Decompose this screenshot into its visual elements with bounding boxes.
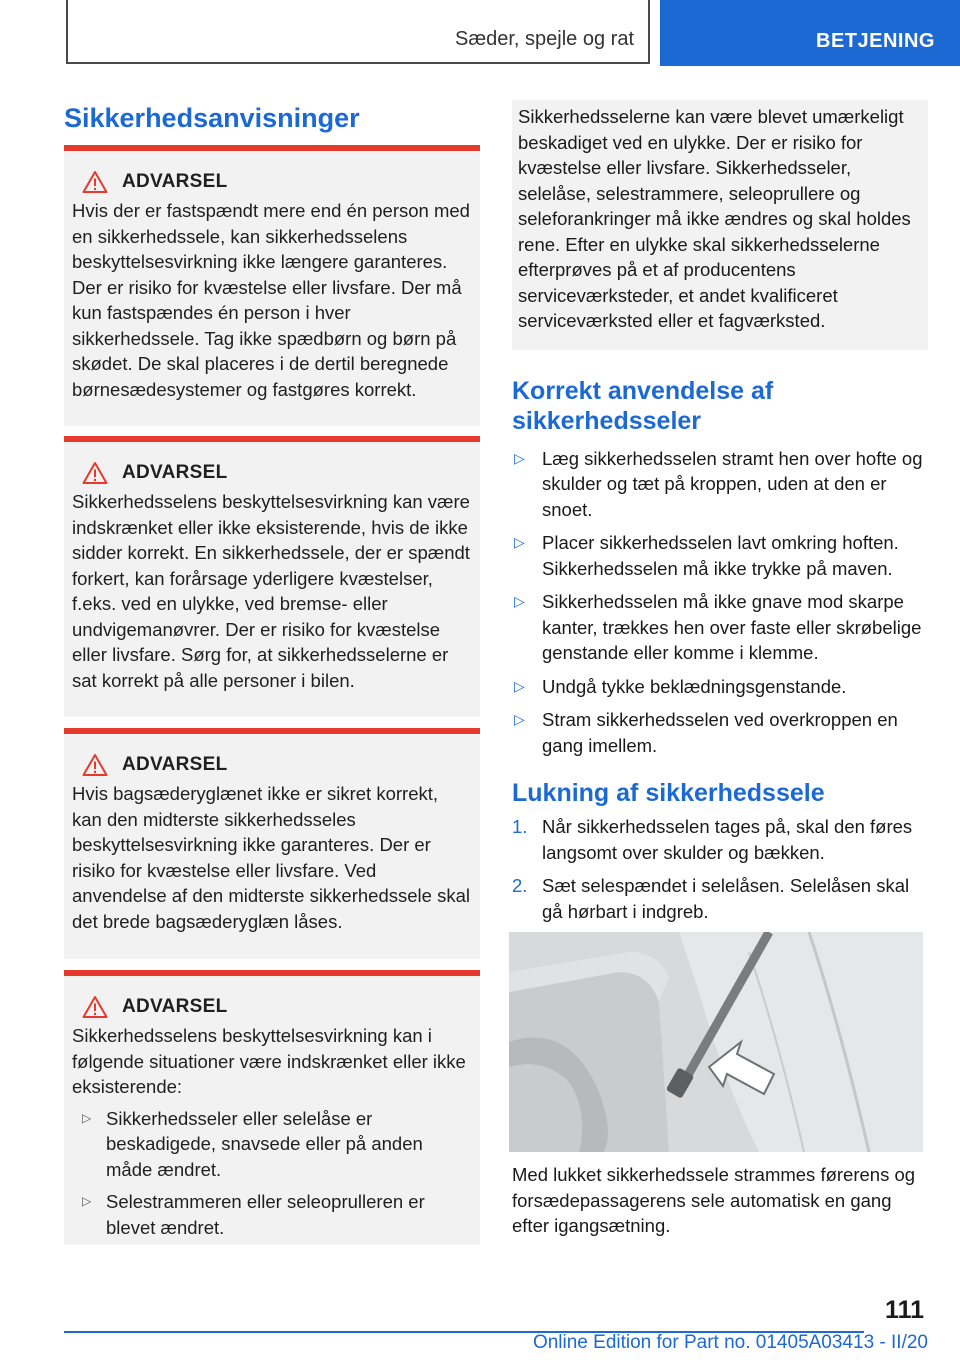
- list-item: ▷ Stram sikkerhedsselen ved overkroppen en gang imellem.: [514, 709, 898, 756]
- warning-triangle-icon: [82, 170, 108, 194]
- warning-box-2: [64, 436, 480, 717]
- seat-buckle-image: [509, 932, 923, 1152]
- figure-caption: Med lukket sikkerhedssele strammes førerens og forsædepassagerens sele automatisk en gang efter igangsætning.: [512, 1164, 916, 1236]
- edition-note: Online Edition for Part no. 01405A03413 - II/20: [532, 1332, 928, 1353]
- closing-steps: [512, 814, 928, 924]
- seatbelt-illustration: [509, 932, 923, 1152]
- warning-text: Sikkerhedsselens beskyttelsesvirkning kan være indskrænket eller ikke eksisterende, hvis de ikke sidder korrekt. En sikkerhedssele, der er spændt forkert, kan forårsage yderligere kvæstelser, f.eks. ved en ulykke, ved bremse- eller undvigemanøvrer. Der er risiko for kvæstelse eller livsfare. Sørg for, at sikkerhedsselerne er sat korrekt på alle personer i bilen.: [72, 491, 470, 691]
- warning-triangle-icon: [82, 461, 108, 485]
- triangle-bullet-icon: ▷: [82, 1194, 92, 1208]
- section-label: BETJENING: [816, 30, 935, 52]
- triangle-bullet-icon: ▷: [514, 593, 525, 609]
- triangle-bullet-icon: ▷: [514, 711, 525, 727]
- list-item: ▷ Selestrammeren eller seleoprulleren er blevet ændret.: [82, 1191, 425, 1238]
- warning-triangle-icon: [82, 753, 108, 777]
- section-tab: [660, 0, 960, 66]
- right-column: [512, 100, 928, 932]
- list-item: 1. Når sikkerhedsselen tages på, skal den føres langsomt over skulder og bækken.: [512, 816, 913, 863]
- list-item: ▷ Undgå tykke beklædningsgenstande.: [512, 674, 928, 700]
- warning-box-4: [64, 970, 480, 1245]
- warning-label: ADVARSEL: [122, 462, 228, 484]
- left-column: [64, 100, 480, 1238]
- page-number: 111: [885, 1296, 924, 1324]
- triangle-bullet-icon: ▷: [82, 1110, 92, 1125]
- section-heading-usage: Korrekt anvendelse af sikkerhedsseler: [512, 376, 774, 435]
- list-item: 2. Sæt selespændet i selelåsen. Selelåsen skal gå hørbart i indgreb.: [512, 875, 910, 922]
- chapter-title: Sæder, spejle og rat: [455, 28, 634, 50]
- list-item: ▷ Læg sikkerhedsselen stramt hen over hofte og skulder og tæt på kroppen, uden at den er snoet.: [514, 447, 923, 520]
- list-item: ▷ Sikkerhedsseler eller selelåse er beskadigede, snavsede eller på anden måde ændret.: [82, 1107, 423, 1180]
- triangle-bullet-icon: ▷: [514, 534, 525, 550]
- warning-box-3: [64, 728, 480, 959]
- warning-text: Hvis der er fastspændt mere end én person med en sikkerhedssele, kan sikkerhedsselens beskyttelsesvirkning ikke længere garanteres. Der er risiko for kvæstelse eller livsfare. Der må kun fastspændes én person i hver sikkerhedssele. Tag ikke spædbørn og børn på skødet. De skal placeres i de dertil beregnede børnesædesystemer og fastgøres korrekt.: [72, 200, 470, 400]
- list-item: ▷ Sikkerhedsselen må ikke gnave mod skarpe kanter, trækkes hen over faste eller skrøbelige genstande eller komme i klemme.: [514, 591, 922, 663]
- page-title: Sikkerhedsanvisninger: [64, 103, 360, 133]
- triangle-bullet-icon: ▷: [514, 449, 525, 466]
- section-heading-closing: Lukning af sikkerhedssele: [512, 779, 825, 807]
- warning-box-1: [64, 145, 480, 426]
- usage-list: [512, 446, 928, 759]
- warning-label: ADVARSEL: [122, 754, 228, 776]
- header-frame: [66, 0, 650, 64]
- warning-label: ADVARSEL: [122, 996, 228, 1018]
- list-item: ▷ Placer sikkerhedsselen lavt omkring hoften. Sikkerhedsselen må ikke trykke på maven.: [514, 532, 899, 579]
- warning-triangle-icon: [82, 995, 108, 1019]
- warning-continuation: Sikkerhedsselerne kan være blevet umærkeligt beskadiget ved en ulykke. Der er risiko for kvæstelse eller livsfare. Sikkerhedsseler, selelåse, selestrammere, seleoprullere og seleforankringer må ikke ændres og skal holdes rene. Efter en ulykke skal sikkerhedsselerne efterprøves på et af producentens serviceværksteder, et andet kvalificeret serviceværksted eller et fagværksted.: [512, 100, 928, 350]
- warning-label: ADVARSEL: [122, 171, 228, 193]
- warning-text: Hvis bagsæderyglænet ikke er sikret korrekt, kan den midterste sikkerhedsseles beskyttelsesvirkning ikke garanteres. Der er risiko for kvæstelse eller livsfare. Ved anvendelse af den midterste sikkerhedssele skal det brede bagsæderyglæn låses.: [72, 783, 470, 932]
- warning-text: Sikkerhedsselens beskyttelsesvirkning kan i følgende situationer være indskrænket eller ikke eksisterende:: [72, 1025, 466, 1097]
- triangle-bullet-icon: ▷: [514, 677, 525, 694]
